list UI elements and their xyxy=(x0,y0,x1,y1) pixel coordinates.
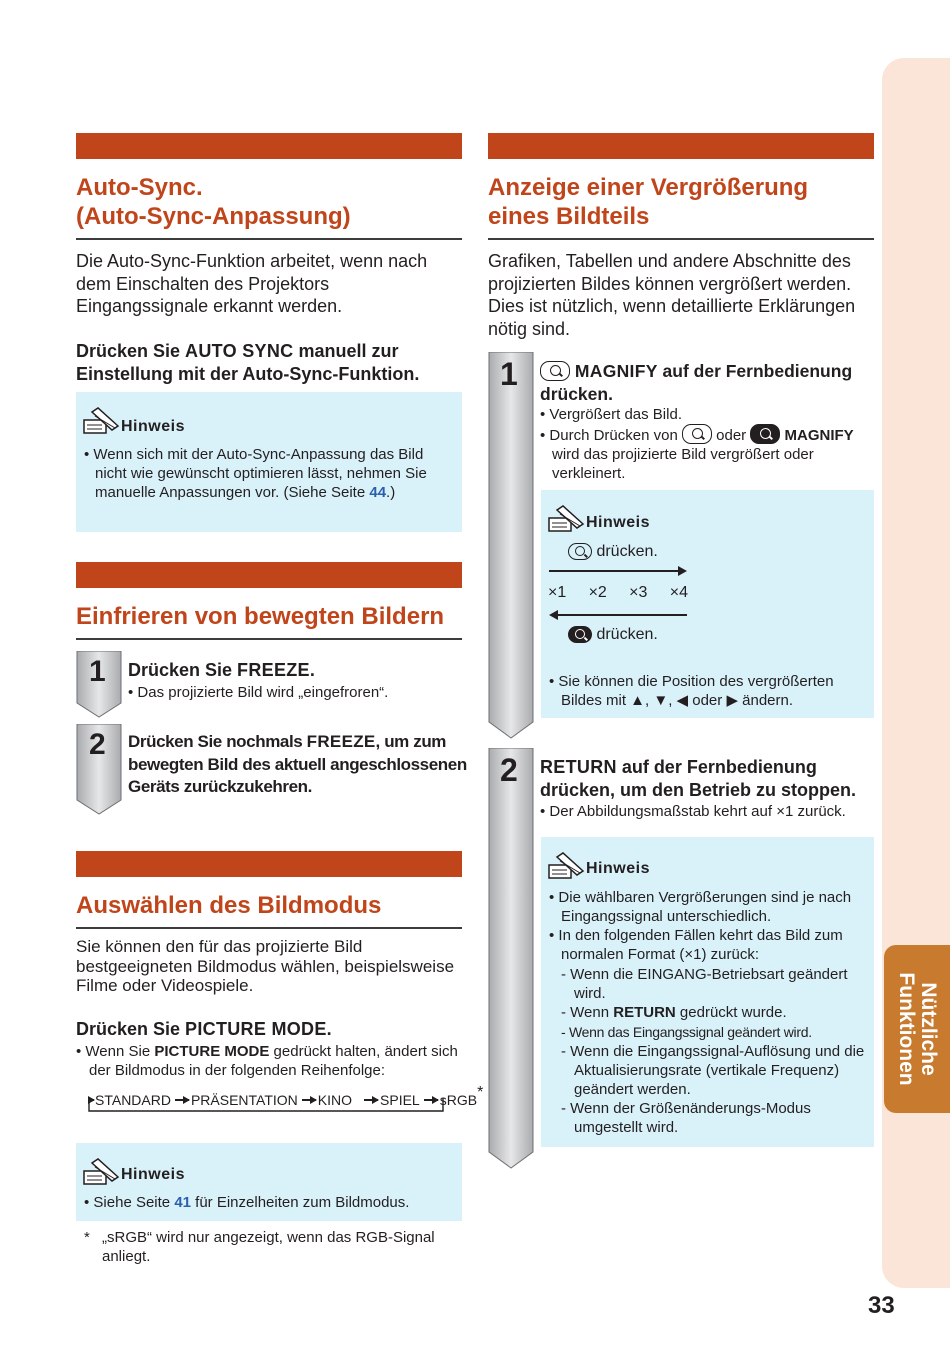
asterisk: * xyxy=(477,1084,484,1101)
note-dash-item: - Wenn die Eingangssignal-Auflösung und die Aktualisierungsrate (vertikale Frequenz) geändert werden. xyxy=(561,1043,865,1098)
picture-mode-intro: Sie können den für das projizierte Bild bestgeeigneten Bildmodus wählen, beispielsweise Filme oder Videospiele. xyxy=(76,937,455,995)
autosync-title: Auto-Sync. (Auto-Sync-Anpassung) xyxy=(76,174,351,230)
magnify-plus-icon xyxy=(568,543,592,560)
note-text: • Wenn sich mit der Auto-Sync-Anpassung das Bild nicht wie gewünscht optimieren lässt, nehmen Sie manuelle Anpassungen vor. (Siehe Seite 44.) xyxy=(84,446,427,501)
note-dash-item: - Wenn der Größenänderungs-Modus umgestellt wird. xyxy=(561,1100,811,1136)
note-label: Hinweis xyxy=(586,514,650,531)
note-box xyxy=(541,837,874,1147)
picture-mode-instruction: Drücken Sie PICTURE MODE. xyxy=(76,1019,332,1039)
section-rule xyxy=(76,927,462,929)
magnify-step2: RETURN auf der Fernbedienung drücken, um den Betrieb zu stoppen. xyxy=(540,757,857,800)
press-plus-row: drücken. xyxy=(568,542,658,561)
zoom-level: ×2 xyxy=(588,584,607,601)
section-bar xyxy=(488,133,874,159)
freeze-step1-bullet: • Das projizierte Bild wird „eingefroren“. xyxy=(128,684,389,701)
autosync-intro: Die Auto-Sync-Funktion arbeitet, wenn nach dem Einschalten des Projektors Eingangssignale erkannt werden. xyxy=(76,251,428,316)
page-link[interactable]: 41 xyxy=(174,1194,191,1211)
chapter-tab[interactable] xyxy=(884,945,950,1113)
magnify-step1-bullet: • Durch Drücken von oder MAGNIFY wird das projizierte Bild vergrößert oder verkleinert. xyxy=(540,424,876,483)
note-bullet: • Die wählbaren Vergrößerungen sind je nach Eingangssignal unterschiedlich. xyxy=(549,889,852,925)
press-minus-row: drücken. xyxy=(568,625,658,644)
step-marker xyxy=(488,748,534,1170)
section-rule xyxy=(76,238,462,240)
mode-item: sRGB xyxy=(439,1092,478,1108)
step-number: 1 xyxy=(500,356,518,392)
footnote: „sRGB“ wird nur angezeigt, wenn das RGB-Signal anliegt. xyxy=(102,1229,435,1265)
zoom-level: ×3 xyxy=(629,584,648,601)
note-dash-item: - Wenn die EINGANG-Betriebsart geändert wird. xyxy=(561,966,848,1002)
step-number: 1 xyxy=(89,655,106,688)
mode-item: PRÄSENTATION xyxy=(190,1092,298,1108)
picture-mode-title: Auswählen des Bildmodus xyxy=(76,892,382,919)
note-label: Hinweis xyxy=(121,1166,185,1183)
sequence-loop xyxy=(88,1098,446,1114)
pencil-icon xyxy=(547,504,587,534)
pencil-icon xyxy=(82,1157,122,1187)
note-box xyxy=(76,1143,462,1221)
magnify-minus-icon xyxy=(568,626,592,643)
note-box xyxy=(541,490,874,718)
freeze-title: Einfrieren von bewegten Bildern xyxy=(76,603,445,630)
note-box xyxy=(76,392,462,532)
magnify-minus-icon xyxy=(750,424,780,444)
autosync-instruction: Drücken Sie AUTO SYNC manuell zur Einstellung mit der Auto-Sync-Funktion. xyxy=(76,341,420,384)
page-number: 33 xyxy=(868,1292,895,1319)
section-bar xyxy=(76,562,462,588)
mode-item: SPIEL xyxy=(380,1092,420,1108)
note-label: Hinweis xyxy=(586,860,650,877)
zoom-levels xyxy=(548,583,688,602)
picture-mode-bullet: • Wenn Sie PICTURE MODE gedrückt halten, ändert sich der Bildmodus in der folgenden Reihenfolge: xyxy=(76,1043,458,1079)
section-bar xyxy=(76,133,462,159)
note-text: • Sie können die Position des vergrößerten Bildes mit ▲, ▼, ◀ oder ▶ ändern. xyxy=(549,673,834,709)
note-label: Hinweis xyxy=(121,418,185,435)
arrow-right-icon xyxy=(549,570,685,572)
magnify-step1: MAGNIFY auf der Fernbedienung drücken. xyxy=(540,361,853,404)
page-link[interactable]: 44 xyxy=(369,484,387,501)
magnify-intro: Grafiken, Tabellen und andere Abschnitte des projizierten Bildes können vergrößert werden. Dies ist nützlich, wenn detaillierte Erklärungen nötig sind. xyxy=(488,251,856,339)
pencil-icon xyxy=(82,406,122,436)
section-rule xyxy=(76,638,462,640)
note-bullet: • In den folgenden Fällen kehrt das Bild zum normalen Format (×1) zurück: xyxy=(549,927,843,963)
arrow-left-icon xyxy=(551,614,687,616)
footnote-mark: * xyxy=(84,1229,90,1246)
mode-item: STANDARD xyxy=(95,1092,171,1108)
section-rule xyxy=(488,238,874,240)
step-number: 2 xyxy=(500,752,518,788)
section-bar xyxy=(76,851,462,877)
note-dash-item: - Wenn das Eingangssignal geändert wird. xyxy=(561,1024,812,1040)
freeze-step2: Drücken Sie nochmals FREEZE, um zum bewegten Bild des aktuell angeschlossenen Geräts zurückzukehren. xyxy=(128,732,467,796)
magnify-title: Anzeige einer Vergrößerung eines Bildteils xyxy=(488,174,809,230)
magnify-plus-icon xyxy=(540,361,570,381)
zoom-level: ×4 xyxy=(669,584,688,601)
freeze-step1: Drücken Sie FREEZE. xyxy=(128,660,315,680)
pencil-icon xyxy=(547,851,587,881)
step-marker xyxy=(488,352,534,740)
note-dash-item: - Wenn RETURN gedrückt wurde. xyxy=(561,1004,787,1021)
step-number: 2 xyxy=(89,728,106,761)
magnify-step1-bullet: • Vergrößert das Bild. xyxy=(540,406,682,423)
mode-item: KINO xyxy=(317,1092,353,1108)
magnify-step2-bullet: • Der Abbildungsmaßstab kehrt auf ×1 zurück. xyxy=(540,803,846,820)
note-text: • Siehe Seite 41 für Einzelheiten zum Bildmodus. xyxy=(84,1194,410,1211)
magnify-plus-icon xyxy=(682,424,712,444)
zoom-level: ×1 xyxy=(548,584,567,601)
chapter-tab-label: Nützliche Funktionen xyxy=(895,972,940,1086)
